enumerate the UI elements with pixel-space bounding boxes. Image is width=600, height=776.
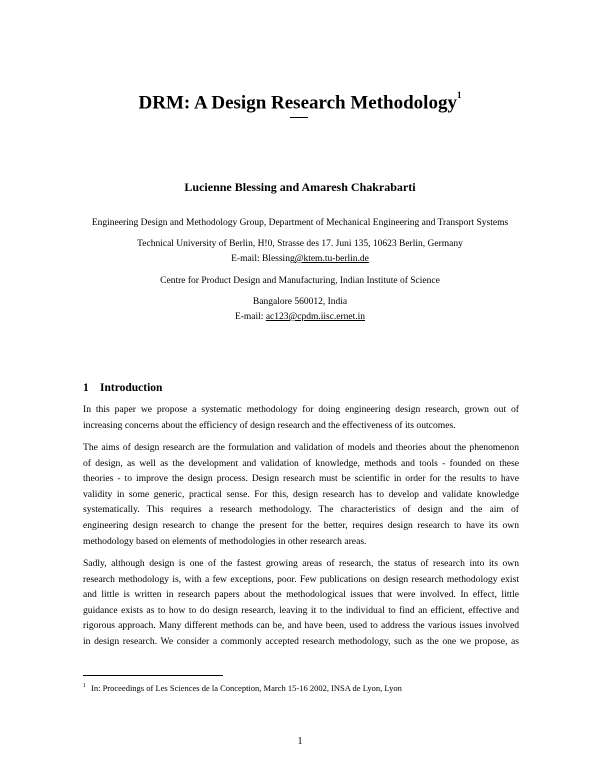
footnote-mark: 1 — [83, 683, 86, 689]
affiliation-group: Engineering Design and Methodology Group, Department of Mechanical Engineering and Transport Systems — [91, 218, 509, 228]
text-line: of design, as well as the development and validation of knowledge, methods and tools - founded on these — [83, 457, 519, 469]
text-line: and little is written in research papers about the methodological issues that were involved. In effect, little — [83, 589, 519, 601]
text-line: guidance exists as to how to do design research, leaving it to the individual to find an efficient, effective and — [83, 604, 519, 616]
section-heading — [83, 380, 162, 396]
text-line: rigorous approach. Many different methods can be, and have been, used to address the various issues involved — [83, 620, 519, 632]
text-line: engineering design research to change the present for the better, requires design research to have its own — [83, 519, 519, 531]
section-number: 1 — [83, 382, 89, 394]
affiliation-university: Technical University of Berlin, H!0, Strasse des 17. Juni 135, 10623 Berlin, Germany — [137, 239, 463, 249]
text-line: theories - to improve the design process. Design research must be scientific in order for the results to have — [83, 473, 519, 485]
footnote-text: In: Proceedings of Les Sciences de la Conception, March 15-16 2002, INSA de Lyon, Lyon — [91, 682, 402, 693]
paragraph-3 — [83, 556, 519, 650]
email-1-label: E-mail: Blessing — [231, 254, 295, 264]
text-line: in design research. We consider a commonly accepted research methodology, such as the one we propose, as — [83, 635, 519, 647]
title-footnote-mark: 1 — [456, 90, 462, 100]
title-underline — [290, 117, 308, 118]
author-names: Lucienne Blessing and Amaresh Chakrabarti — [184, 180, 416, 194]
paragraph-1 — [83, 402, 519, 433]
text-line: increasing concerns about the efficiency of design research and the effectiveness of its outcomes. — [83, 419, 456, 431]
email-2-link[interactable]: ac123@cpdm.iisc.ernet.in — [265, 312, 366, 322]
footnote — [83, 680, 402, 694]
affiliation-centre: Centre for Product Design and Manufacturing, Indian Institute of Science — [160, 276, 440, 286]
affiliation-email-1 — [0, 252, 600, 266]
email-2-label: E-mail: — [234, 312, 266, 322]
text-line: research methodology is, with a few exceptions, poor. Few publications on design research methodology exist — [83, 573, 519, 585]
title-text: DRM: A Design Research Methodology — [138, 92, 457, 114]
footnote-divider — [83, 675, 223, 676]
section-title: Introduction — [100, 382, 163, 394]
paper-title — [0, 86, 600, 115]
text-line: validity in some generic, practical sense. For this, design research has to develop and validate knowledge — [83, 488, 519, 500]
text-line: The aims of design research are the formulation and validation of models and theories about the phenomenon — [83, 442, 519, 453]
affiliation-city: Bangalore 560012, India — [252, 297, 348, 307]
email-1-link[interactable]: @ktem.tu-berlin.de — [294, 254, 369, 264]
text-line: In this paper we propose a systematic methodology for doing engineering design research, grown out of — [83, 404, 519, 415]
page-number: 1 — [297, 736, 303, 747]
text-line: Sadly, although design is one of the fastest growing areas of research, the status of research into its own — [83, 558, 519, 569]
affiliation-email-2 — [0, 310, 600, 324]
text-line: methodology based on elements of methodologies in other research areas. — [83, 535, 367, 547]
text-line: systematically. This requires a research methodology. The characteristics of design and the aim of — [83, 504, 519, 516]
paragraph-2 — [83, 440, 519, 549]
